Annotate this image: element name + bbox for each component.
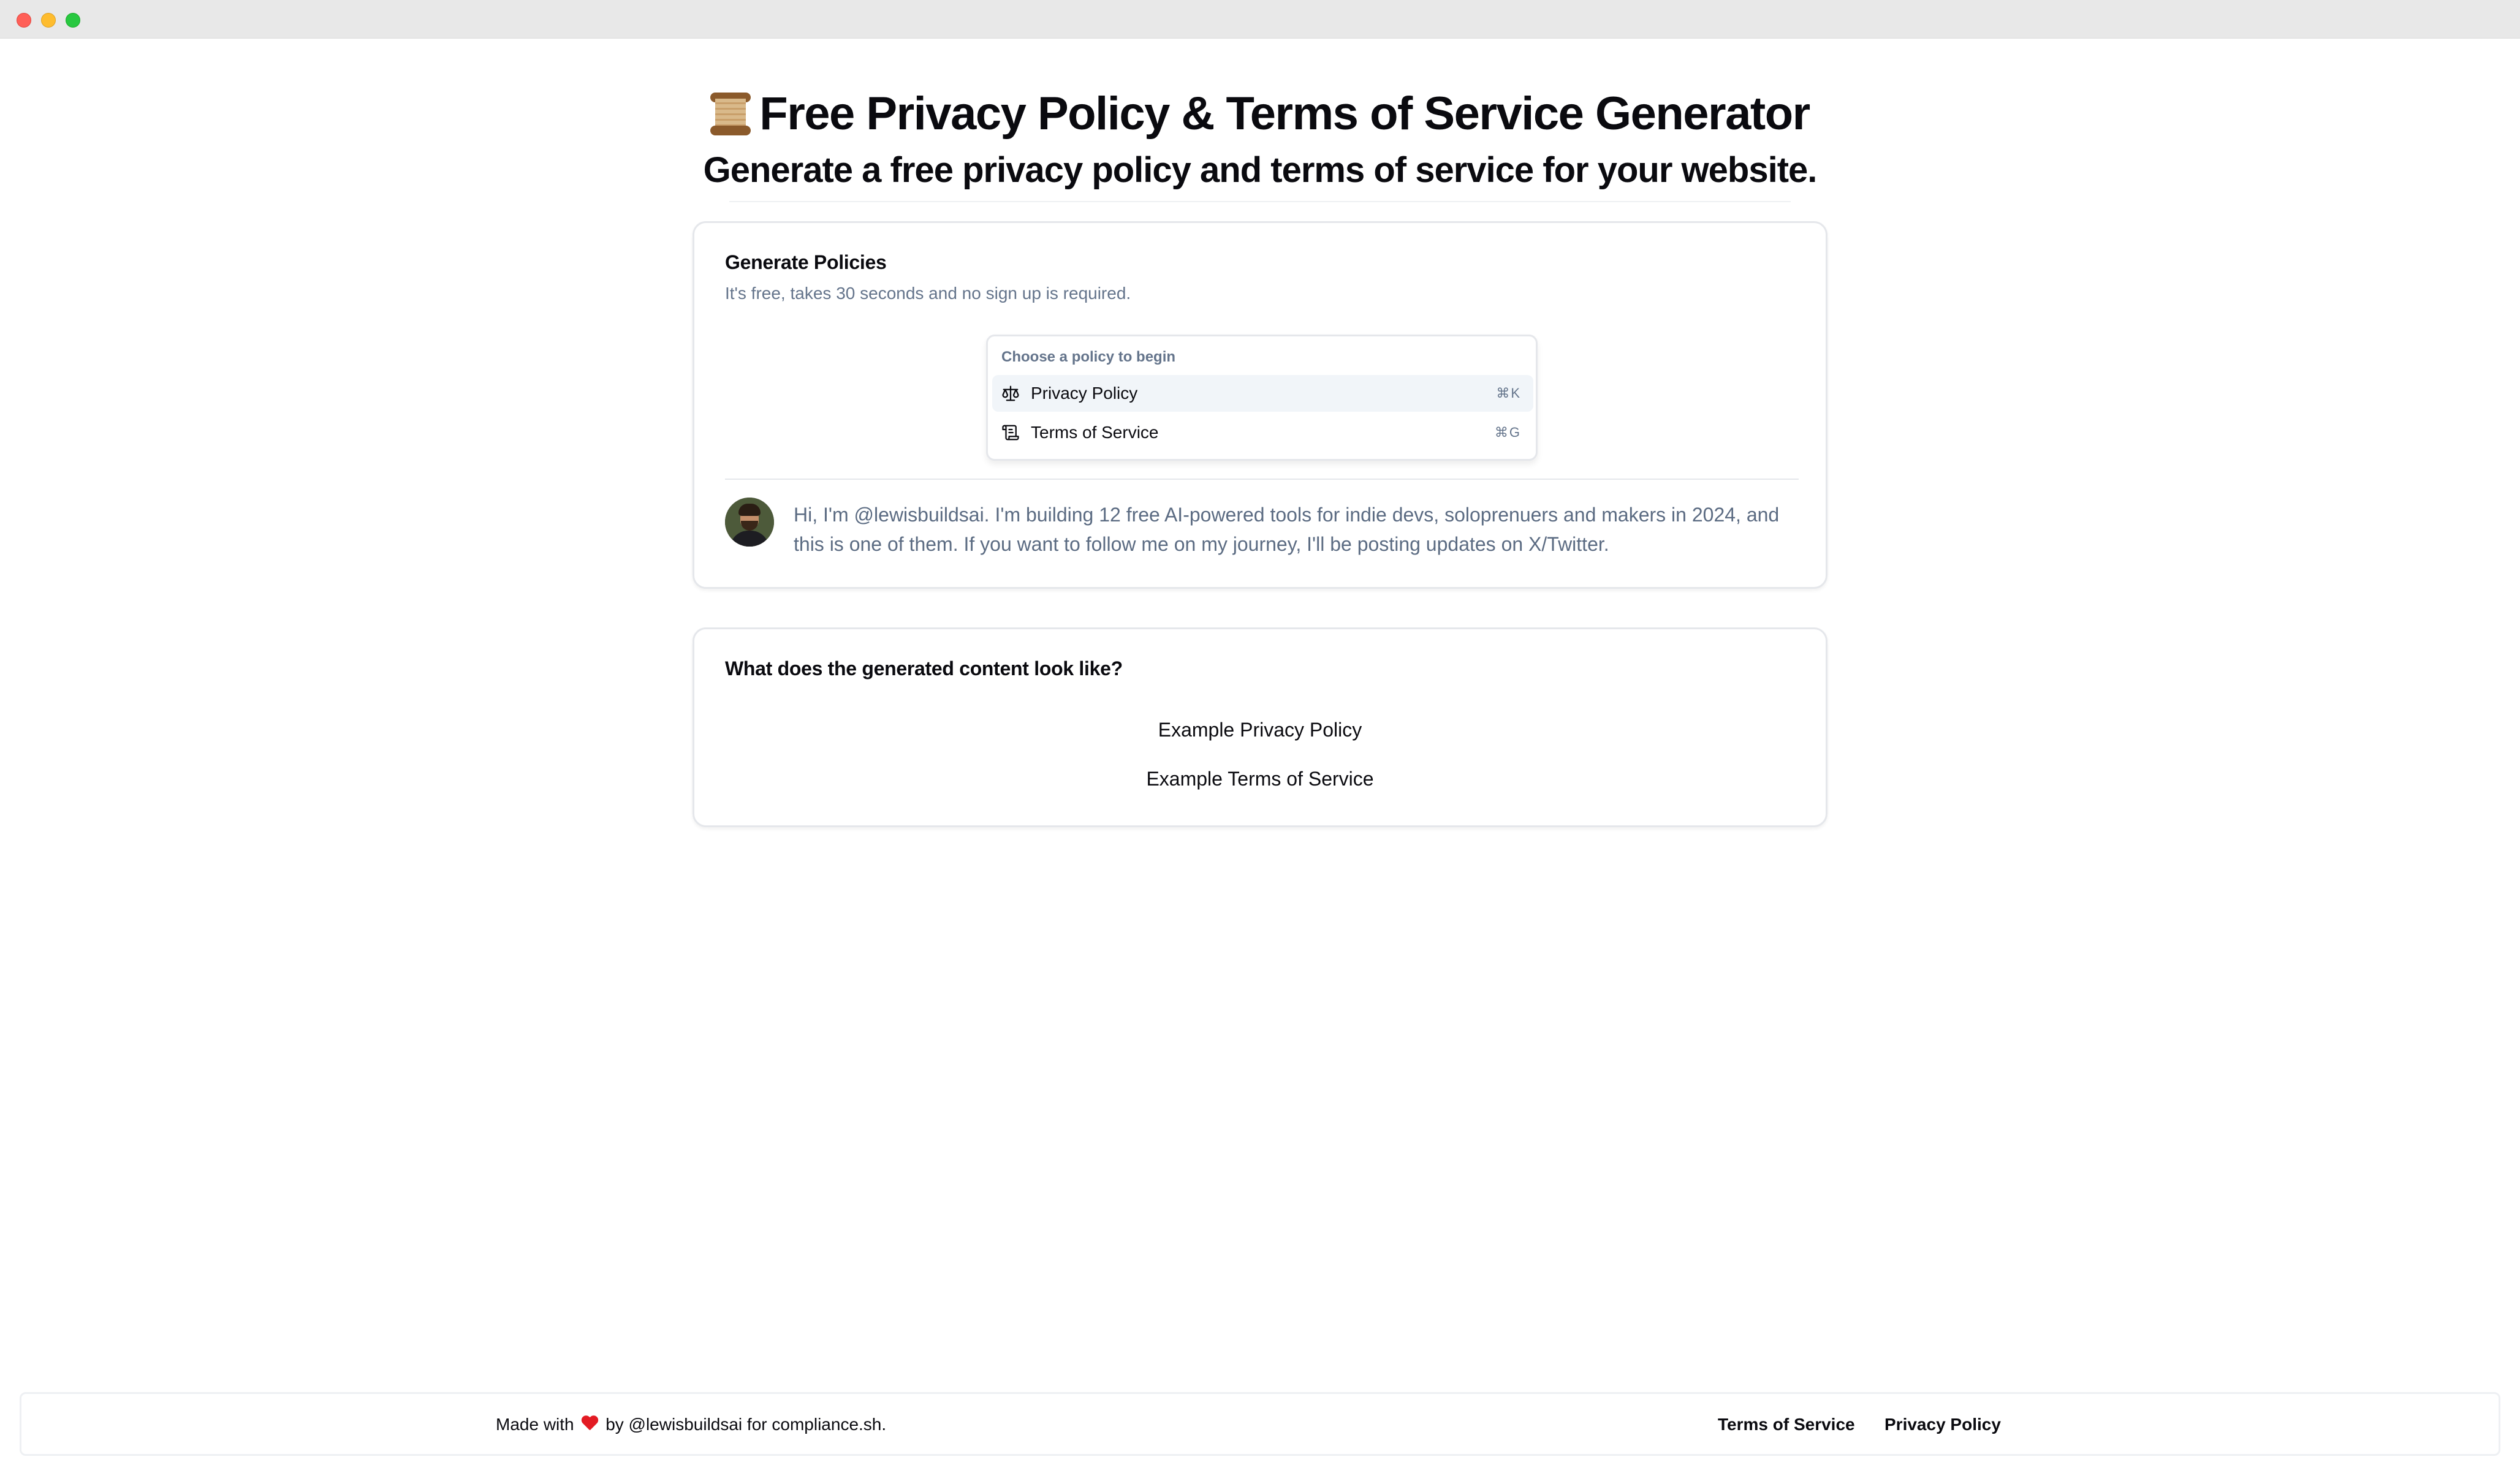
footer-credit-suffix: by @lewisbuildsai for compliance.sh. <box>605 1415 887 1434</box>
footer-credit <box>496 1415 886 1434</box>
hero-divider <box>729 201 1791 202</box>
minimize-window-button[interactable] <box>41 13 56 28</box>
command-item-label: Privacy Policy <box>1031 384 1138 403</box>
heart-icon <box>581 1416 598 1432</box>
avatar <box>725 498 774 547</box>
example-terms-of-service-link[interactable]: Example Terms of Service <box>1146 768 1374 790</box>
page-title-text: Free Privacy Policy & Terms of Service Generator <box>759 88 1810 140</box>
page-title <box>710 86 1809 142</box>
generate-policies-card <box>693 221 1827 589</box>
scale-icon <box>1001 384 1020 403</box>
example-privacy-policy-link[interactable]: Example Privacy Policy <box>1158 719 1362 741</box>
card-title: What does the generated content look like? <box>725 657 1123 680</box>
window-titlebar <box>0 0 2520 39</box>
command-heading: Choose a policy to begin <box>1001 349 1176 365</box>
footer-terms-of-service-link[interactable]: Terms of Service <box>1718 1415 1855 1434</box>
command-item-terms-of-service[interactable] <box>992 414 1533 451</box>
policy-command-menu <box>986 335 1538 461</box>
page-subtitle: Generate a free privacy policy and terms of service for your website. <box>703 150 1817 190</box>
scroll-icon <box>710 91 751 137</box>
close-window-button[interactable] <box>17 13 31 28</box>
command-item-privacy-policy[interactable] <box>992 375 1533 412</box>
command-item-shortcut: ⌘G <box>1494 425 1521 440</box>
card-subtitle: It's free, takes 30 seconds and no sign up is required. <box>725 284 1131 303</box>
hero <box>0 86 2520 194</box>
card-title: Generate Policies <box>725 251 887 273</box>
maximize-window-button[interactable] <box>66 13 80 28</box>
examples-card <box>693 627 1827 827</box>
card-divider <box>725 479 1799 480</box>
footer-privacy-policy-link[interactable]: Privacy Policy <box>1884 1415 2001 1434</box>
footer <box>20 1392 2500 1456</box>
command-item-label: Terms of Service <box>1031 423 1159 442</box>
footer-credit-prefix: Made with <box>496 1415 574 1434</box>
author-bio: Hi, I'm @lewisbuildsai. I'm building 12 free AI-powered tools for indie devs, soloprenuers and makers in 2024, and this is one of them. If you want to follow me on my journey, I'll be posting updates on X/Twitter. <box>794 504 1780 555</box>
scroll-text-icon <box>1001 423 1020 442</box>
command-item-shortcut: ⌘K <box>1496 385 1521 401</box>
